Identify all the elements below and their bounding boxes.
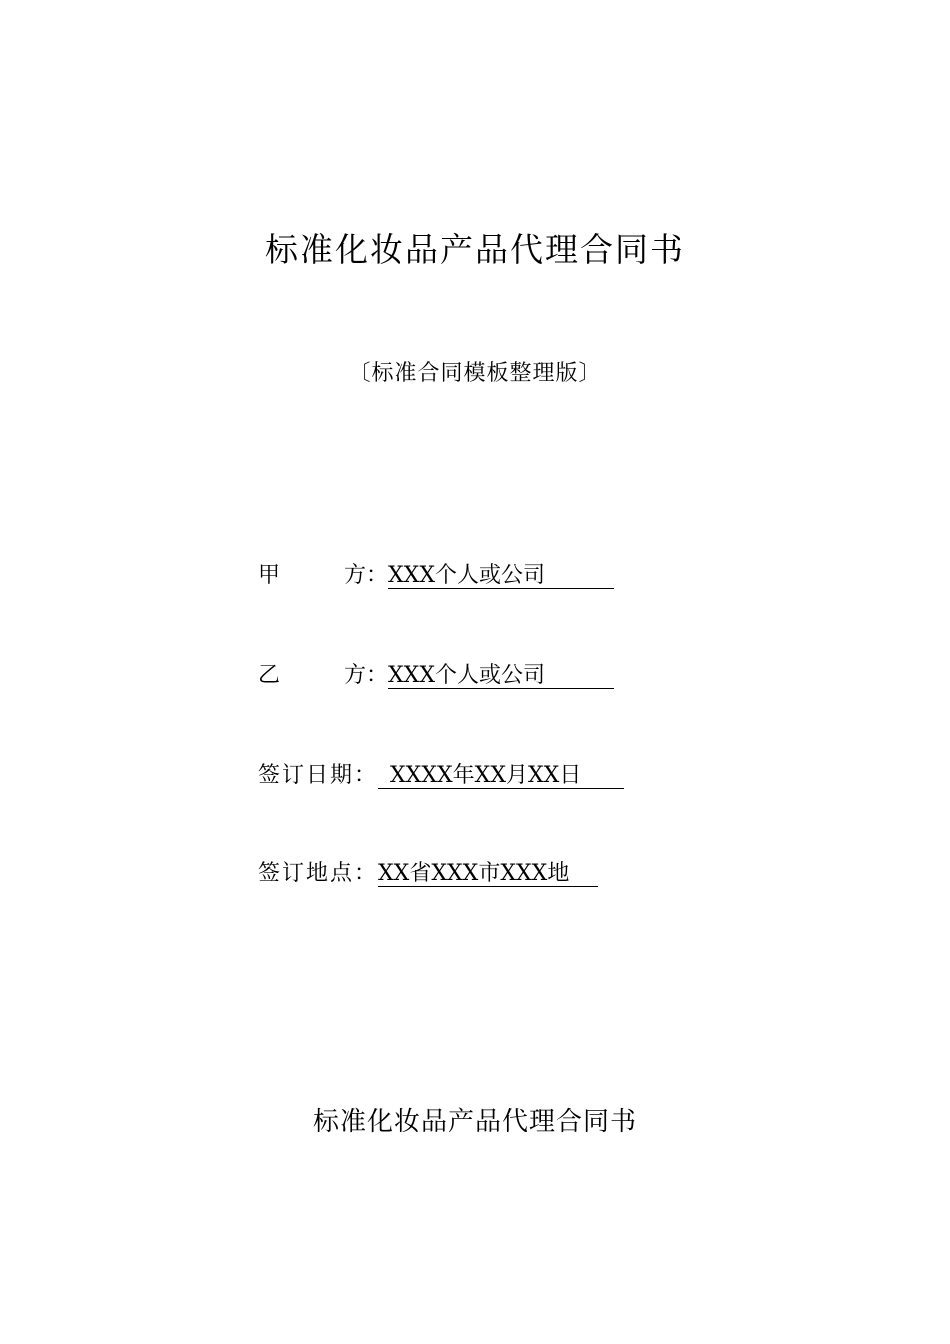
document-subtitle: 〔标准合同模板整理版〕 [348, 361, 602, 386]
party-a-value: XXX个人或公司 [388, 564, 614, 589]
document-title: 标准化妆品产品代理合同书 [265, 230, 685, 269]
party-a-label [258, 560, 388, 592]
sign-place-label: 签订地点： [258, 861, 379, 886]
sign-place-field [258, 858, 598, 890]
sign-date-label: 签订日期： [258, 763, 379, 788]
party-b-field [258, 660, 614, 692]
sign-place-value: XX省XXX市XXX地 [378, 862, 598, 887]
party-b-label-last: 方： [343, 663, 388, 688]
party-a-label-last: 方： [343, 563, 388, 588]
sign-date-field [258, 760, 624, 792]
section-title: 标准化妆品产品代理合同书 [312, 1107, 637, 1137]
party-b-label [258, 660, 388, 692]
party-a-field [258, 560, 614, 592]
party-a-label-first: 甲 [258, 563, 281, 588]
party-b-label-first: 乙 [258, 663, 281, 688]
party-b-value: XXX个人或公司 [388, 664, 614, 689]
sign-date-value: XXXX年XX月XX日 [378, 764, 624, 789]
